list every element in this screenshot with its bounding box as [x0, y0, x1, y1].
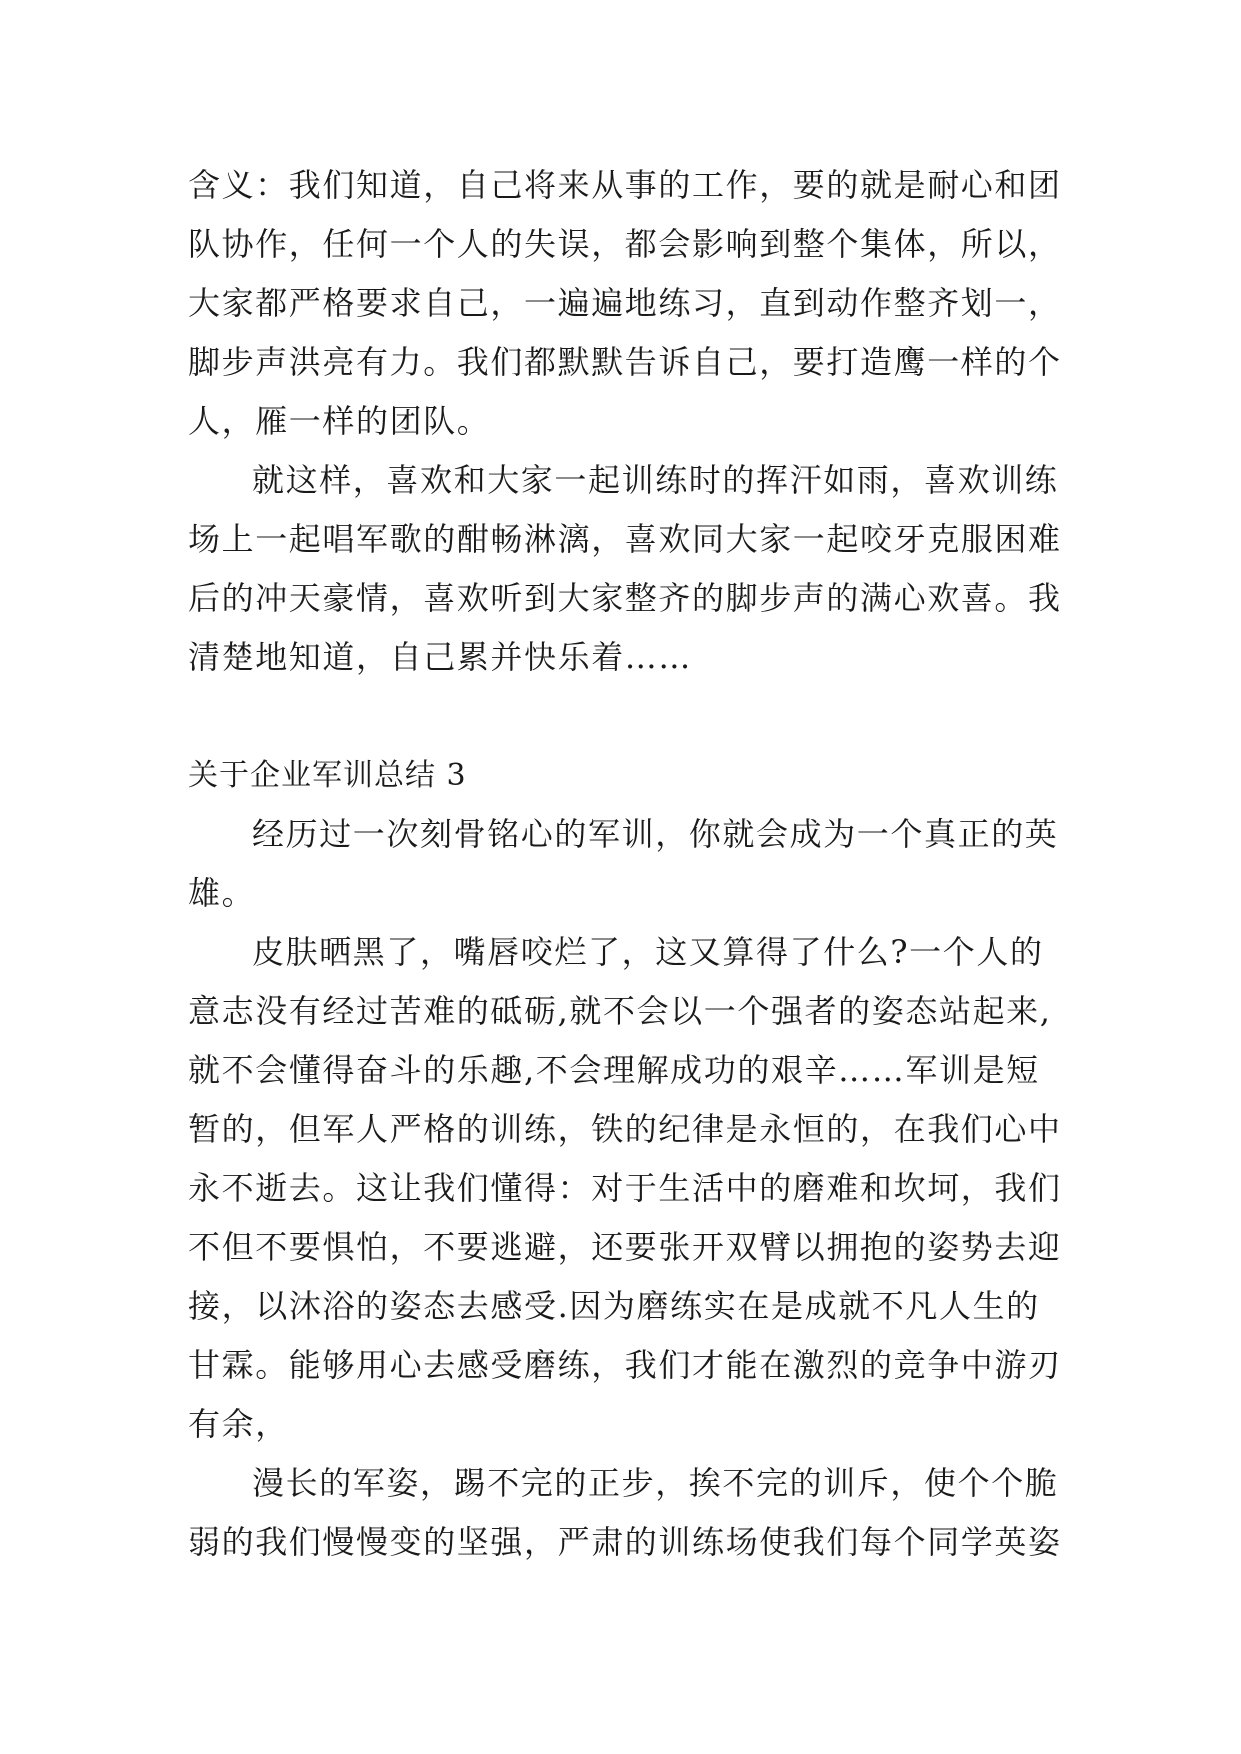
- paragraph-hardship: 皮肤晒黑了，嘴唇咬烂了，这又算得了什么?一个人的意志没有经过苦难的砥砺,就不会以一个强者的姿态站起来,就不会懂得奋斗的乐趣,不会理解成功的艰辛……军训是短暂的，但军人严格的训练，铁的纪律是永恒的，在我们心中永不逝去。这让我们懂得：对于生活中的磨难和坎坷，我们不但不要惧怕，不要逃避，还要张开双臂以拥抱的姿势去迎接，以沐浴的姿态去感受.因为磨练实在是成就不凡人生的甘霖。能够用心去感受磨练，我们才能在激烈的竞争中游刃有余，: [188, 933, 1062, 1443]
- section-spacer: [188, 687, 1068, 746]
- paragraph-stance: 漫长的军姿，踢不完的正步，挨不完的训斥，使个个脆弱的我们慢慢变的坚强，严肃的训练场使我们每个同学英姿: [188, 1464, 1062, 1561]
- paragraph-enjoyment: 就这样，喜欢和大家一起训练时的挥汗如雨，喜欢训练场上一起唱军歌的酣畅淋漓，喜欢同大家一起咬牙克服困难后的冲天豪情，喜欢听到大家整齐的脚步声的满心欢喜。我清楚地知道，自己累并快乐着……: [188, 461, 1062, 676]
- document-body: [188, 156, 1068, 1572]
- paragraph-hero: 经历过一次刻骨铭心的军训，你就会成为一个真正的英雄。: [188, 815, 1059, 912]
- paragraph-meaning: 含义：我们知道，自己将来从事的工作，要的就是耐心和团队协作，任何一个人的失误，都会影响到整个集体，所以，大家都严格要求自己，一遍遍地练习，直到动作整齐划一，脚步声洪亮有力。我们都默默告诉自己，要打造鹰一样的个人，雁一样的团队。: [188, 166, 1062, 440]
- section-title: 关于企业军训总结 3: [188, 758, 467, 793]
